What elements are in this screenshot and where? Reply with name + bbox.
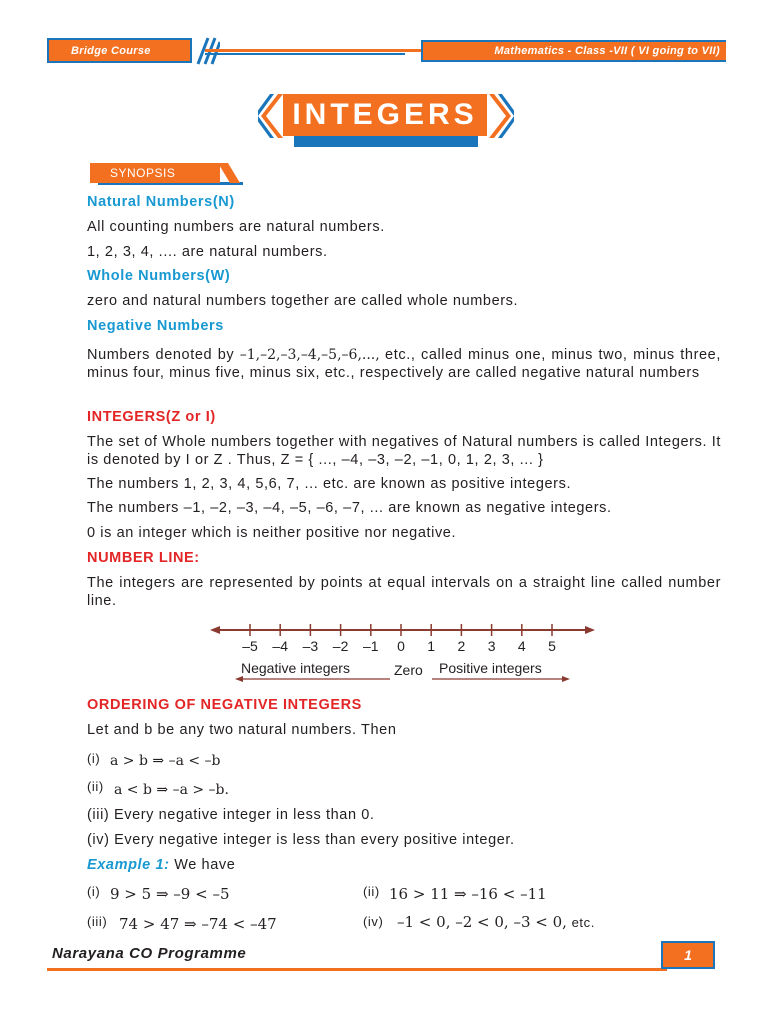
number-line-tick-label: –2 [332, 638, 349, 654]
example-1 [87, 856, 721, 874]
ex-iv-label: (iv) [363, 914, 384, 929]
number-line-right-arrow [585, 626, 595, 634]
subject-tag [421, 40, 726, 62]
number-line-tick-label: 3 [487, 638, 496, 654]
ex-ii: 16 > 11 ⇒ –16 < –11 [389, 885, 547, 903]
rule-ii-text: a < b ⇒ –a > –b [114, 782, 225, 798]
example-label: Example 1: [87, 857, 170, 873]
bridge-course-label: Bridge Course [71, 44, 151, 57]
number-line-tick-label: 0 [397, 638, 405, 654]
negative-bracket-arrow [235, 676, 243, 682]
negative-integers-label: Negative integers [241, 660, 350, 676]
number-line-tick-label: 5 [548, 638, 556, 654]
number-line-tick-label: –4 [272, 638, 288, 654]
ex-ii-label: (ii) [363, 884, 380, 899]
footer-programme: Narayana CO Programme [52, 944, 247, 962]
zero-line: 0 is an integer which is neither positive nor negative. [87, 525, 457, 541]
negative-paragraph [87, 346, 721, 382]
number-line-heading: NUMBER LINE: [87, 550, 200, 566]
number-line-paragraph: The integers are represented by points at equal intervals on a straight line called number line. [87, 575, 721, 609]
page-number: 1 [661, 941, 715, 969]
number-line-tick-label: 1 [427, 638, 436, 654]
bridge-course-tag [47, 38, 192, 63]
rule-ii [114, 781, 314, 799]
ex-i-label: (i) [87, 884, 101, 899]
subject-label: Mathematics - Class -VII ( VI going to VII) [494, 45, 720, 57]
synopsis-badge: SYNOPSIS [90, 163, 220, 183]
number-line-tick-label: –1 [363, 638, 379, 654]
whole-heading: Whole Numbers(W) [87, 268, 231, 284]
number-line-left-arrow [210, 626, 220, 634]
rule-ii-label: (ii) [87, 779, 104, 794]
ex-iii: 74 > 47 ⇒ –74 < –47 [119, 915, 277, 933]
example-intro: We have [174, 857, 236, 873]
rule-iv: (iv) Every negative integer is less than every positive integer. [87, 832, 515, 848]
header-rule-blue [205, 53, 405, 55]
positive-integers-label: Positive integers [439, 660, 542, 676]
integers-heading: INTEGERS(Z or I) [87, 409, 216, 425]
ex-iv [397, 913, 697, 932]
ex-iv-end: etc. [571, 915, 595, 930]
header-rule [205, 49, 423, 52]
natural-heading: Natural Numbers(N) [87, 194, 235, 210]
negative-integers-line: The numbers –1, –2, –3, –4, –5, –6, –7, ... are known as negative integers. [87, 500, 612, 516]
whole-line: zero and natural numbers together are called whole numbers. [87, 293, 519, 309]
rule-i: a > b ⇒ –a < –b [110, 753, 221, 769]
ordering-heading: ORDERING OF NEGATIVE INTEGERS [87, 697, 362, 713]
number-line-tick-label: 4 [517, 638, 526, 654]
ordering-intro: Let and b be any two natural numbers. Then [87, 722, 397, 738]
integers-paragraph: The set of Whole numbers together with negatives of Natural numbers is called Integers. It is denoted by I or Z . Thus, Z = { ..., –4, –3, –2, –1, 0, 1, 2, 3, ... } [87, 434, 721, 468]
number-line-tick-label: –5 [242, 638, 258, 654]
page-title: INTEGERS [283, 94, 487, 136]
number-line-tick-label: 2 [457, 638, 466, 654]
number-line-tick-label: –3 [302, 638, 319, 654]
rule-ii-end: . [224, 782, 229, 798]
ex-iv-math: –1 < 0, –2 < 0, –3 < 0, [397, 913, 567, 931]
natural-line-1: All counting numbers are natural numbers. [87, 219, 385, 235]
ex-i: 9 > 5 ⇒ –9 < –5 [110, 885, 230, 903]
number-line-figure [210, 618, 600, 690]
negative-heading: Negative Numbers [87, 318, 224, 334]
natural-line-2: 1, 2, 3, 4, .... are natural numbers. [87, 244, 328, 260]
negative-pre: Numbers denoted by [87, 347, 235, 363]
zero-label: Zero [394, 662, 423, 678]
footer-rule [47, 968, 667, 971]
positive-integers-line: The numbers 1, 2, 3, 4, 5,6, 7, ... etc. are known as positive integers. [87, 476, 572, 492]
negative-post: etc., called minus one, minus two, minus three, minus four, minus five, minus six, etc., respectively are called negative natural numbers [87, 347, 721, 381]
ex-iii-label: (iii) [87, 914, 108, 929]
synopsis-arrow [218, 163, 242, 185]
rule-iii: (iii) Every negative integer in less than 0. [87, 807, 375, 823]
positive-bracket-arrow [562, 676, 570, 682]
negative-math: –1,–2,–3,–4,–5,–6,..., [239, 347, 386, 363]
rule-i-label: (i) [87, 751, 101, 766]
